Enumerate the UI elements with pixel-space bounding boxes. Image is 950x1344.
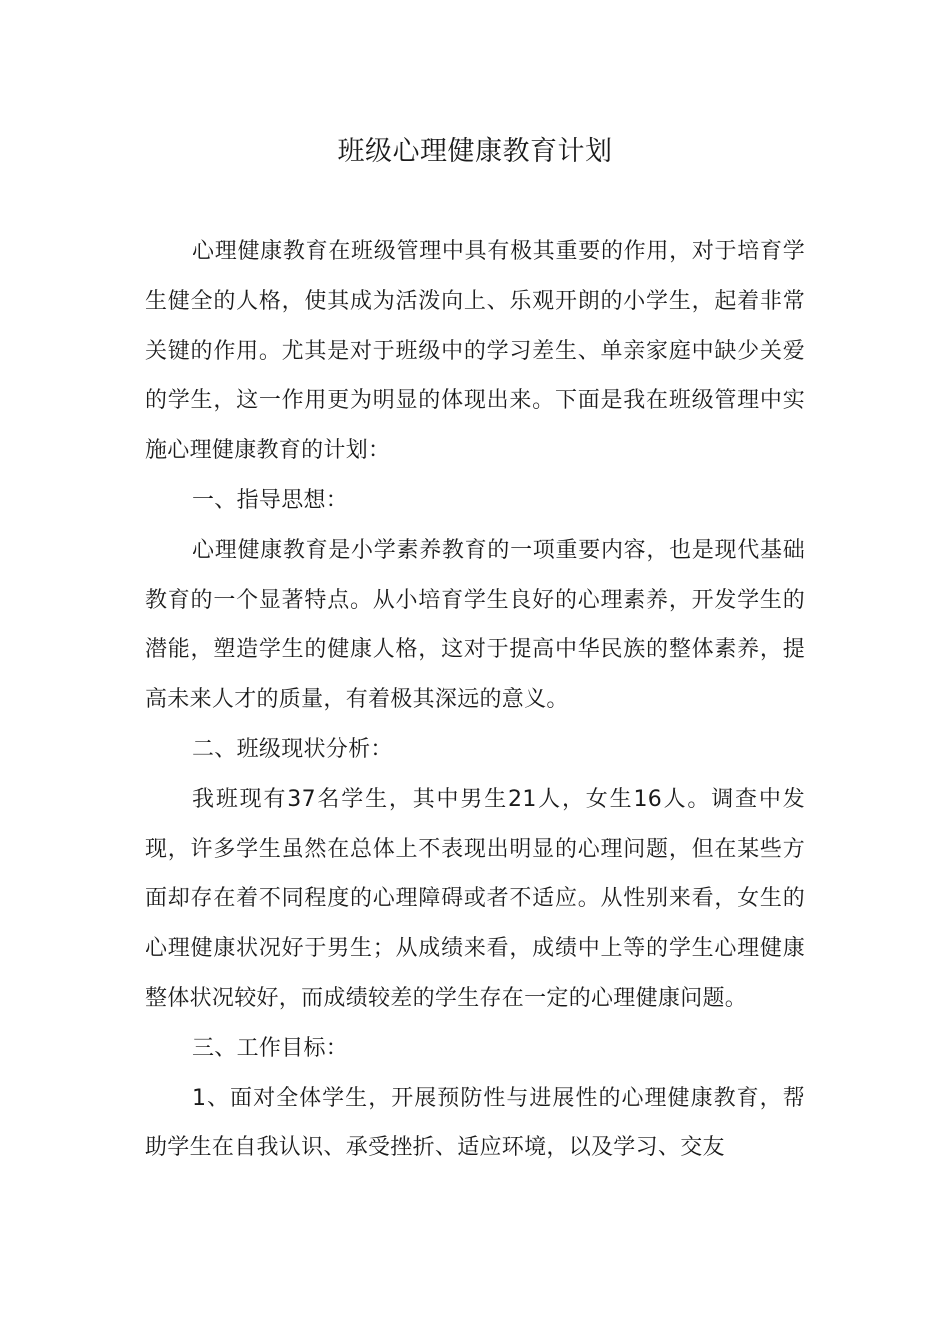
- section-heading-work-goals: 三、工作目标：: [192, 1035, 349, 1061]
- paragraph-intro: 心理健康教育在班级管理中具有极其重要的作用，对于培育学生健全的人格，使其成为活泼向上、乐观开朗的小学生，起着非常关键的作用。尤其是对于班级中的学习差生、单亲家庭中缺少关爱的学生，这一作用更为明显的体现出来。下面是我在班级管理中实施心理健康教育的计划：: [145, 239, 805, 464]
- paragraph-guiding-thought: 心理健康教育是小学素养教育的一项重要内容，也是现代基础教育的一个显著特点。从小培育学生良好的心理素养，开发学生的潜能，塑造学生的健康人格，这对于提高中华民族的整体素养，提高未来人才的质量，有着极其深远的意义。: [145, 537, 805, 713]
- section-heading-guiding-thought: 一、指导思想：: [192, 487, 349, 513]
- paragraph-work-goal-1: 1、面对全体学生，开展预防性与进展性的心理健康教育，帮助学生在自我认识、承受挫折、适应环境，以及学习、交友: [145, 1085, 805, 1161]
- section-heading-class-status: 二、班级现状分析：: [192, 736, 393, 762]
- document-title: 班级心理健康教育计划: [337, 136, 613, 167]
- paragraph-class-status: 我班现有37名学生，其中男生21人，女生16人。调查中发现，许多学生虽然在总体上不表现出明显的心理问题，但在某些方面却存在着不同程度的心理障碍或者不适应。从性别来看，女生的心理健康状况好于男生；从成绩来看，成绩中上等的学生心理健康整体状况较好，而成绩较差的学生存在一定的心理健康问题。: [145, 786, 805, 1011]
- document-body: [145, 227, 805, 1173]
